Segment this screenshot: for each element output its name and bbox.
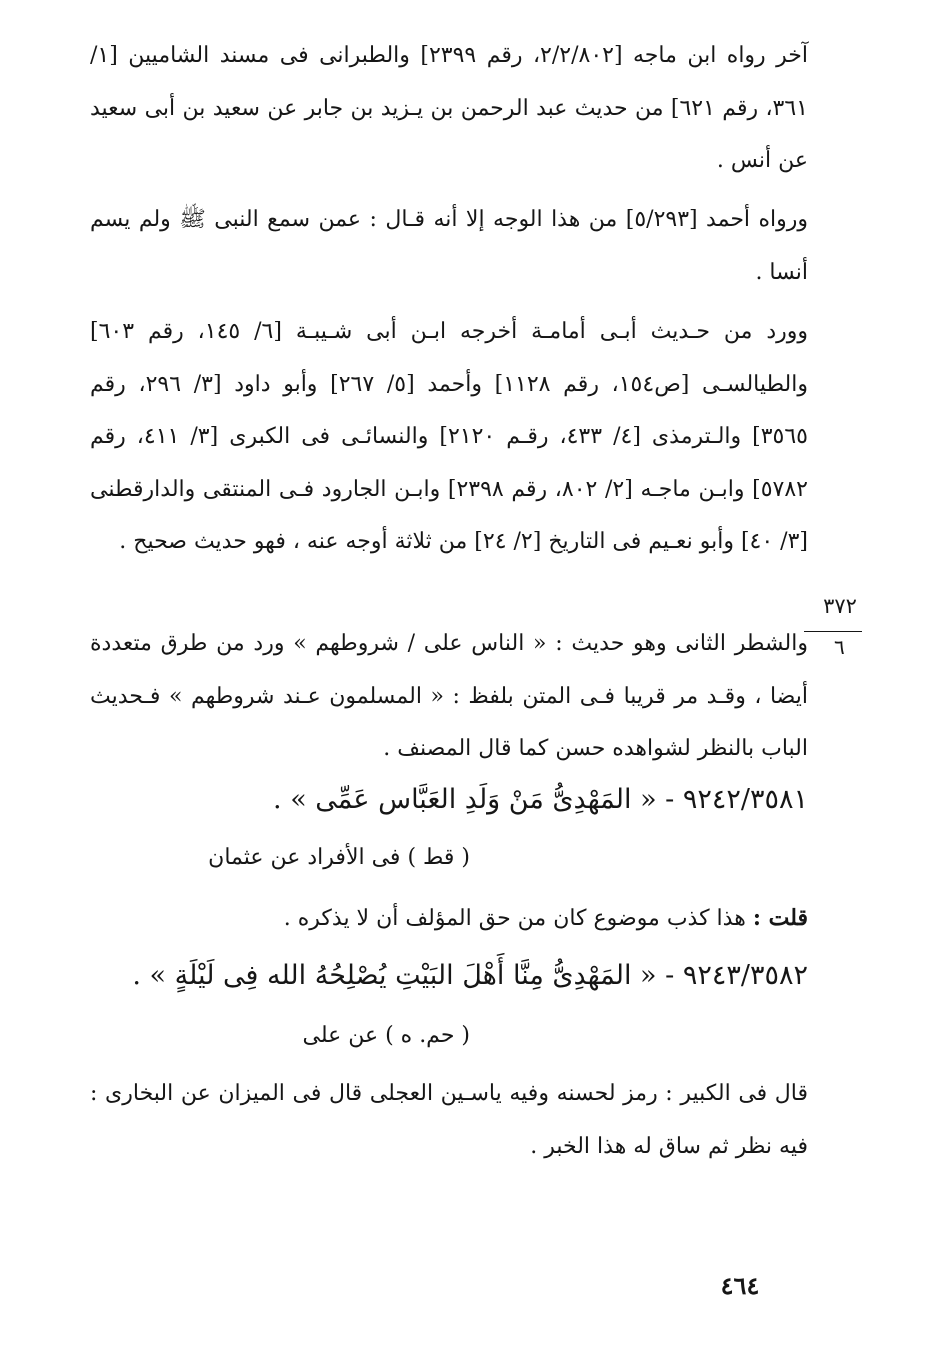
paragraph-5: قال فى الكبير : رمز لحسنه وفيه ياسـين العجلى قال فى الميزان عن البخارى : فيه نظر ثم ساق له هذا الخبر .: [90, 1081, 808, 1159]
commentary-note: [90, 898, 808, 939]
commentary-text: هذا كذب موضوع كان من حق المؤلف أن لا يذكره .: [283, 906, 753, 931]
hadith-9243: ٩٢٤٣/٣٥٨٢ - « المَهْدِىُّ مِنَّا أَهْلَ البَيْتِ يُصْلِحُهُ الله فِى لَيْلَةٍ » .: [132, 960, 808, 991]
margin-page-number-top: ٣٧٢: [823, 594, 857, 618]
paragraph-1: آخر رواه ابن ماجه [٢/٢/٨٠٢، رقم ٢٣٩٩] والطبرانى فى مسند الشاميين [١/ ٣٦١، رقم ٦٢١] من حديث عبد الرحمن بن يـزيد بن جابر عن سعيد بن أبى سعيد عن أنس .: [90, 43, 808, 173]
commentary-label: قلت :: [752, 905, 808, 931]
margin-page-marker: [818, 594, 862, 664]
paragraph-3: وورد من حـديث أبـى أمامـة أخرجه ابـن أبى شـيبـة [٦/ ١٤٥، رقم ٦٠٣] والطيالسـى [ص١٥٤، رقم ١١٢٨] وأحمد [٥/ ٢٦٧] وأبو داود [٣/ ٢٩٦، رقم ٣٥٦٥] والـترمذى [٤/ ٤٣٣، رقـم ٢١٢٠] والنسائـى فى الكبرى [٣/ ٤١١، رقم ٥٧٨٢] وابـن ماجـه [٢/ ٨٠٢، رقم ٢٣٩٨] وابـن الجارود فـى المنتقى والدارقطنى [٣/ ٤٠] وأبو نعـيم فى التاريخ [٢/ ٢٤] من ثلاثة أوجه عنه ، فهو حديث صحيح .: [90, 319, 808, 554]
margin-page-number-bottom: ٦: [834, 635, 845, 659]
page-number: ٤٦٤: [720, 1271, 760, 1300]
paragraph-2: ورواه أحمد [٥/٢٩٣] من هذا الوجه إلا أنه قـال : عمن سمع النبى ﷺ ولم يسم أنسا .: [90, 207, 808, 285]
hadith-9242-source: ( قط ) فى الأفراد عن عثمان: [208, 845, 470, 870]
hadith-9242: ٩٢٤٢/٣٥٨١ - « المَهْدِىُّ مَنْ وَلَدِ العَبَّاس عَمِّى » .: [273, 784, 808, 815]
hadith-9243-source: ( حم. ه ) عن على: [302, 1023, 470, 1048]
paragraph-4: والشطر الثانى وهو حديث : « الناس على / شروطهم » ورد من طرق متعددة أيضا ، وقـد مر قريبا فـى المتن بلفظ : « المسلمون عـند شروطهم » فـحديث الباب بالنظر لشواهده حسن كما قال المصنف .: [90, 631, 808, 761]
margin-divider-line: [804, 631, 862, 632]
